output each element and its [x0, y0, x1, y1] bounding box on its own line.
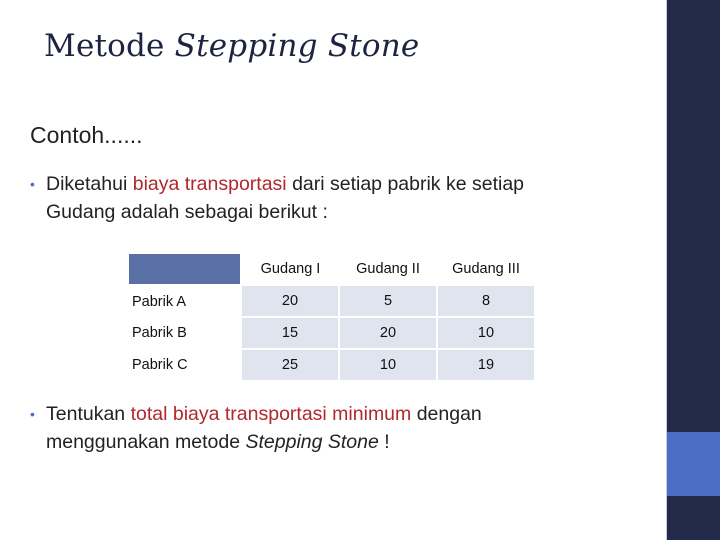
- row-header: Pabrik C: [128, 349, 241, 381]
- bullet-first-text: [46, 170, 656, 226]
- bullet-dot-icon: •: [30, 406, 35, 422]
- bullet-second-text: [46, 400, 656, 456]
- slide-title: [44, 28, 419, 64]
- title-italic: Stepping Stone: [174, 28, 420, 64]
- table-cell: 8: [437, 285, 535, 317]
- table-row: [128, 285, 535, 317]
- table-corner-cell: [128, 253, 241, 285]
- bullet-second-highlight: total biaya transportasi minimum: [130, 403, 412, 425]
- table-cell: 10: [437, 317, 535, 349]
- table-cell: 15: [241, 317, 339, 349]
- table-cell: 25: [241, 349, 339, 381]
- bullet-second-part1: Tentukan: [46, 403, 126, 425]
- table-cell: 19: [437, 349, 535, 381]
- column-header: Gudang III: [437, 253, 535, 285]
- table-cell: 5: [339, 285, 437, 317]
- column-header: Gudang I: [241, 253, 339, 285]
- table-row: [128, 349, 535, 381]
- bullet-first-part1: Diketahui: [46, 173, 128, 195]
- table-cell: 20: [339, 317, 437, 349]
- bullet-second-part2: dengan: [416, 403, 482, 425]
- bullet-first-highlight: biaya transportasi: [132, 173, 287, 195]
- side-accent-block: [667, 432, 720, 496]
- bullet-dot-icon: •: [30, 176, 35, 192]
- cost-table: [127, 252, 536, 382]
- table-cell: 10: [339, 349, 437, 381]
- bullet-second-line2b: !: [384, 431, 390, 453]
- table-cell: 20: [241, 285, 339, 317]
- bullet-second-italic: Stepping Stone: [245, 431, 379, 453]
- row-header: Pabrik B: [128, 317, 241, 349]
- table-header-row: [128, 253, 535, 285]
- bullet-first-part2: dari setiap pabrik ke setiap: [292, 173, 525, 195]
- column-header: Gudang II: [339, 253, 437, 285]
- subtitle: Contoh......: [30, 122, 143, 148]
- title-normal: Metode: [44, 28, 165, 64]
- bullet-second-line2a: menggunakan metode: [46, 431, 241, 453]
- table-row: [128, 317, 535, 349]
- bullet-first-line2: Gudang adalah sebagai berikut :: [46, 201, 328, 223]
- row-header: Pabrik A: [128, 285, 241, 317]
